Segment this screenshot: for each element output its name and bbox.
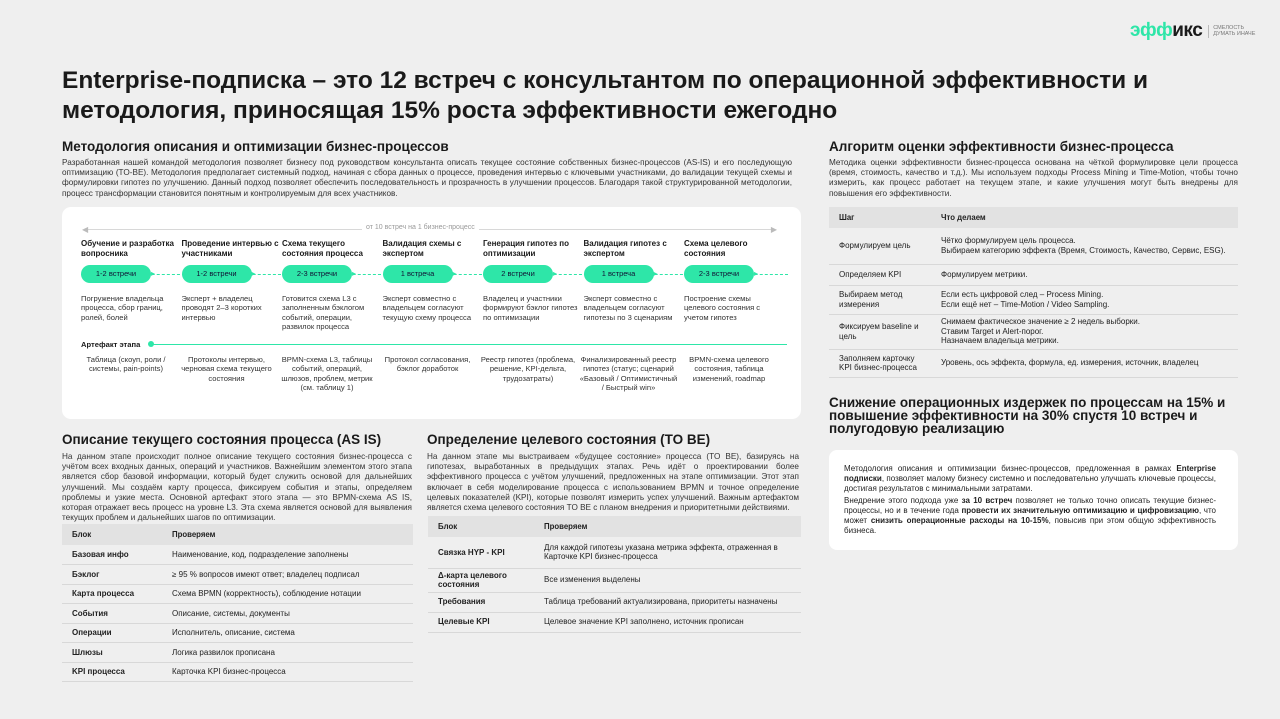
- table-cell-block: Шлюзы: [62, 643, 162, 663]
- stage-meetings-row: [483, 265, 583, 285]
- stage-artifact: Реестр гипотез (проблема, решение, KPI-дельта, трудозатраты): [480, 355, 576, 383]
- table-row: [62, 584, 413, 604]
- table-cell-block: Операции: [62, 623, 162, 643]
- artifact-line: [152, 344, 787, 345]
- table-row: [829, 264, 1238, 285]
- methodology-heading: Методология описания и оптимизации бизнес-процессов: [62, 139, 449, 154]
- table-cell-block: Связка HYP - KPI: [428, 537, 534, 568]
- asis-col-check: Проверяем: [162, 524, 413, 545]
- table-cell-block: Фиксируем baseline и цель: [829, 314, 931, 349]
- table-cell-value: ≥ 95 % вопросов имеют ответ; владелец подписал: [162, 565, 413, 585]
- stage-artifact: Финализированный реестр гипотез (статус; сценарий «Базовый / Оптимистичный / Быстрый win»: [579, 355, 678, 392]
- asis-table: [62, 524, 413, 682]
- stage-title: Валидация схемы с экспертом: [382, 239, 462, 258]
- page-title: Enterprise-подписка – это 12 встреч с консультантом по операционной эффективности и методология, приносящая 15% роста эффективности ежегодно: [62, 67, 1149, 124]
- table-cell-block: Выбираем метод измерения: [829, 285, 931, 314]
- table-cell-block: Δ-карта целевого состояния: [428, 568, 534, 592]
- stage-artifact: Протокол согласования, бэклог доработок: [384, 355, 471, 374]
- table-cell-block: Карта процесса: [62, 584, 162, 604]
- table-cell-block: Заполняем карточку KPI бизнес-процесса: [829, 349, 931, 377]
- stage-artifact: BPMN-схема целевого состояния, таблица изменений, roadmap: [689, 355, 769, 383]
- table-cell-block: Требования: [428, 592, 534, 612]
- range-arrow-right-icon: ▶: [770, 225, 777, 234]
- stage-6: [584, 239, 684, 322]
- range-arrow-left-icon: ◀: [82, 225, 89, 234]
- table-row: [829, 349, 1238, 377]
- stage-meetings-badge: 2-3 встречи: [684, 265, 754, 283]
- stages-row: [81, 239, 781, 349]
- table-cell-value: Формулируем метрики.: [931, 264, 1238, 285]
- stage-meetings-badge: 2 встречи: [483, 265, 553, 283]
- stage-title: Проведение интервью с участниками: [181, 239, 279, 258]
- stage-meetings-row: [584, 265, 684, 285]
- table-cell-value: Если есть цифровой след – Process Mining. Если ещё нет – Time-Motion / Video Sampling.: [931, 285, 1238, 314]
- process-stages-panel: [62, 207, 801, 419]
- table-row: [428, 568, 801, 592]
- stage-meetings-badge: 1-2 встречи: [81, 265, 151, 283]
- stage-meetings-badge: 1-2 встречи: [182, 265, 252, 283]
- table-cell-value: Карточка KPI бизнес-процесса: [162, 662, 413, 682]
- asis-heading: Описание текущего состояния процесса (AS IS): [62, 432, 382, 447]
- table-row: [428, 592, 801, 612]
- arrow-right-icon: ▸: [151, 269, 156, 278]
- stage-meetings-row: [383, 265, 483, 285]
- reduction-heading: Снижение операционных издержек по процессам на 15% и повышение эффективности на 30% спустя 10 встреч и полугодовую реализацию: [829, 395, 1226, 436]
- stage-meetings-row: [182, 265, 282, 285]
- stage-meetings-row: [81, 265, 181, 285]
- stage-meetings-row: [684, 265, 784, 285]
- table-row: [829, 285, 1238, 314]
- reduction-paragraph-2: Внедрение этого подхода уже за 10 встреч позволяет не только точно описать текущие бизнес-процессы, но и в течение года провести их значительную оптимизацию и цифровизацию, что может снизить операционные расходы на 10-15%, повысив при этом общую эффективность бизнеса.: [844, 496, 1217, 535]
- stage-1: [81, 239, 181, 322]
- stage-title: Валидация гипотез с экспертом: [583, 239, 667, 258]
- arrow-right-icon: ▸: [653, 269, 658, 278]
- table-row: [428, 537, 801, 568]
- stage-title: Генерация гипотез по оптимизации: [483, 239, 569, 258]
- stage-description: Эксперт совместно с владельцем согласуют гипотезы по 3 сценариям: [583, 294, 673, 322]
- table-row: [62, 565, 413, 585]
- table-row: [62, 623, 413, 643]
- table-cell-block: KPI процесса: [62, 662, 162, 682]
- stage-3: [282, 239, 382, 331]
- arrow-right-icon: ▸: [251, 269, 256, 278]
- stage-artifact: Протоколы интервью, черновая схема текущего состояния: [181, 355, 272, 383]
- table-row: [62, 643, 413, 663]
- stage-description: Эксперт совместно с владельцем согласуют текущую схему процесса: [382, 294, 472, 322]
- reduction-info-box: [829, 450, 1238, 550]
- table-cell-value: Чётко формулируем цель процесса. Выбираем категорию эффекта (Время, Стоимость, Качество, Сервис, ESG).: [931, 228, 1238, 264]
- stage-description: Готовится схема L3 с заполненным бэклогом событий, операции, развилок процесса: [282, 294, 365, 331]
- table-cell-block: Целевые KPI: [428, 612, 534, 632]
- stage-4: [383, 239, 483, 322]
- algorithm-text: Методика оценки эффективности бизнес-процесса основана на чёткой формулировке цели процесса (время, стоимость, качество и т.д.). Мы используем подходы Process Mining и Time-Motion, чтобы точно измерить, как процесс работает на текущем этапе, и какие улучшения могут быть внедрены для повышения его эффективности.: [829, 158, 1238, 198]
- methodology-text: Разработанная нашей командой методология позволяет бизнесу под руководством консультанта описать текущее состояние собственных бизнес-процессов (AS-IS) и его последующую оптимизацию (TO-BE). Методология предполагает системный подход, начиная с сбора данных о процессе, проведения интервью с ключевыми участниками, до валидации текущей схемы и формулировки гипотез по улучшению. Данный подход позволяет обеспечить последовательность и прозрачность в улучшении процессов. Благодаря такой структурированной методологии, процесс трансформации становится понятным и контролируемым для всех участников.: [62, 158, 792, 198]
- asis-col-block: Блок: [62, 524, 162, 545]
- table-cell-block: События: [62, 604, 162, 624]
- stage-meetings-row: [282, 265, 382, 285]
- logo-wordmark: эффикс: [1130, 20, 1203, 41]
- table-row: [829, 228, 1238, 264]
- table-cell-value: Логика развилок прописана: [162, 643, 413, 663]
- asis-text: На данном этапе происходит полное описание текущего состояния бизнес-процесса с учётом всех входных данных, операций и участников. Важнейшим элементом этого этапа является сбор базовой информации, который будет служить основой для дальнейших улучшений. Мы создаём карту процесса, фиксируем события и этапы, определяем проблемы и узкие места. Основной артефакт этого этапа — это BPMN-схема AS IS, которая отражает весь процесс на уровне L3. Эта схема является основой для выявления текущих проблем и дальнейших шагов по оптимизации.: [62, 452, 412, 523]
- stage-description: Построение схемы целевого состояния с учетом гипотез: [684, 294, 761, 322]
- tobe-col-check: Проверяем: [534, 516, 801, 537]
- stage-meetings-badge: 1 встреча: [584, 265, 654, 283]
- table-cell-block: Определяем KPI: [829, 264, 931, 285]
- brand-logo: [1130, 20, 1261, 42]
- table-cell-value: Целевое значение KPI заполнено, источник прописан: [534, 612, 801, 632]
- table-cell-block: Формулируем цель: [829, 228, 931, 264]
- table-row: [428, 612, 801, 632]
- stage-title: Схема текущего состояния процесса: [282, 239, 363, 258]
- range-label: от 10 встреч на 1 бизнес-процесс: [362, 224, 479, 231]
- arrow-right-icon: ▸: [553, 269, 558, 278]
- stage-description: Владелец и участники формируют бэклог гипотез по оптимизации: [483, 294, 578, 322]
- table-cell-value: Все изменения выделены: [534, 568, 801, 592]
- table-row: [62, 545, 413, 565]
- stage-description: Погружение владельца процесса, сбор границ, ролей, болей: [81, 294, 164, 322]
- logo-tagline: СМЕЛОСТЬ ДУМАТЬ ИНАЧЕ: [1208, 25, 1261, 38]
- artifact-label: Артефакт этапа: [81, 340, 141, 349]
- tobe-heading: Определение целевого состояния (TO BE): [427, 432, 711, 447]
- table-cell-value: Снимаем фактическое значение ≥ 2 недель выборки. Ставим Target и Alert-порог. Назначаем владельца метрики.: [931, 314, 1238, 349]
- table-row: [62, 662, 413, 682]
- stage-meetings-badge: 2-3 встречи: [282, 265, 352, 283]
- stage-7: [684, 239, 784, 322]
- table-cell-value: Наименование, код, подразделение заполнены: [162, 545, 413, 565]
- arrow-right-icon: ▸: [352, 269, 357, 278]
- tobe-col-block: Блок: [428, 516, 534, 537]
- stage-artifact: BPMN-схема L3, таблицы событий, операций, шлюзов, проблем, метрик (см. таблицу 1): [281, 355, 373, 392]
- table-cell-value: Описание, системы, документы: [162, 604, 413, 624]
- table-cell-value: Схема BPMN (корректность), соблюдение нотации: [162, 584, 413, 604]
- table-cell-value: Для каждой гипотезы указана метрика эффекта, отраженная в Карточке KPI бизнес-процесса: [534, 537, 801, 568]
- algorithm-heading: Алгоритм оценки эффективности бизнес-процесса: [829, 139, 1174, 154]
- algorithm-table: [829, 207, 1238, 378]
- table-cell-value: Уровень, ось эффекта, формула, ед. измерения, источник, владелец: [931, 349, 1238, 377]
- stage-title: Обучение и разработка вопросника: [81, 239, 174, 258]
- stage-5: [483, 239, 583, 322]
- stage-description: Эксперт + владелец проводят 2–3 коротких интервью: [181, 294, 262, 322]
- tobe-table: [428, 516, 801, 633]
- table-row: [62, 604, 413, 624]
- table-cell-block: Бэклог: [62, 565, 162, 585]
- table-cell-block: Базовая инфо: [62, 545, 162, 565]
- stage-artifact: Таблица (скоуп, роли / системы, pain-points): [86, 355, 166, 374]
- table-cell-value: Исполнитель, описание, система: [162, 623, 413, 643]
- table-row: [829, 314, 1238, 349]
- arrow-right-icon: ▸: [754, 269, 759, 278]
- algorithm-col-action: Что делаем: [931, 207, 1238, 228]
- stage-2: [182, 239, 282, 322]
- reduction-paragraph-1: Методология описания и оптимизации бизнес-процессов, предложенная в рамках Enterprise подписки, позволяет малому бизнесу системно и последовательно улучшать ключевые процессы, достигая результатов с минимальными затратами.: [844, 464, 1216, 493]
- algorithm-col-step: Шаг: [829, 207, 931, 228]
- arrow-right-icon: ▸: [452, 269, 457, 278]
- table-cell-value: Таблица требований актуализирована, приоритеты назначены: [534, 592, 801, 612]
- stage-title: Схема целевого состояния: [684, 239, 748, 258]
- tobe-text: На данном этапе мы выстраиваем «будущее состояние» процесса (TO BE), базируясь на гипотезах, выработанных в предыдущих этапах. Речь идёт о проектировании более эффективного процесса с учётом улучшений, предложенных на этапе оптимизации. Этот этап включает в себя моделирование процесса с использованием BPMN и точное определение целевых показателей (KPI), которые позволят измерить успех улучшений. Важным артефактом является схема целевого состояния TO BE с планом внедрения и приоритетными действиями.: [427, 452, 799, 513]
- stage-meetings-badge: 1 встреча: [383, 265, 453, 283]
